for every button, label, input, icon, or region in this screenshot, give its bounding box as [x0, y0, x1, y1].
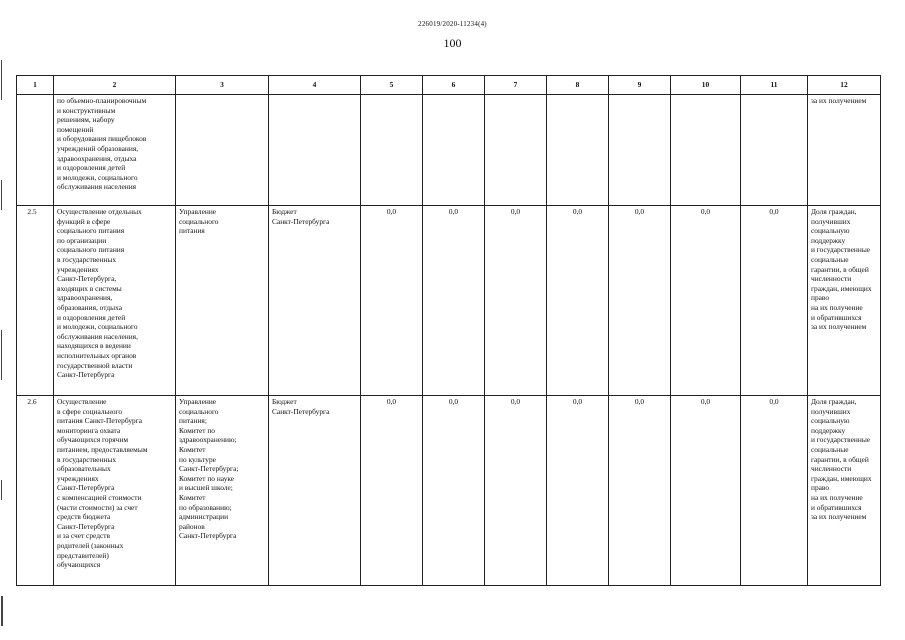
scan-edge — [0, 0, 3, 640]
value-cell — [547, 95, 609, 206]
responsible-executor — [176, 95, 269, 206]
value-cell: 0,0 — [671, 396, 741, 586]
page-number: 100 — [443, 36, 462, 50]
target-indicator: Доля граждан, получивших социальную поддержку и государственные социальные гарантии, в общей численности граждан, имеющих право на их получение и обратившихся за их получением — [808, 206, 881, 396]
column-header: 8 — [547, 76, 609, 95]
column-header: 11 — [741, 76, 808, 95]
table-row — [17, 95, 881, 206]
budget-table — [16, 75, 881, 586]
value-cell — [361, 95, 423, 206]
column-header: 10 — [671, 76, 741, 95]
column-header: 4 — [269, 76, 361, 95]
value-cell: 0,0 — [547, 206, 609, 396]
responsible-executor: Управление социального питания — [176, 206, 269, 396]
row-index: 2.5 — [17, 206, 54, 396]
value-cell: 0,0 — [423, 396, 485, 586]
target-indicator: Доля граждан, получивших социальную поддержку и государственные социальные гарантии, в общей численности граждан, имеющих право на их получение и обратившихся за их получением — [808, 396, 881, 586]
responsible-executor: Управление социального питания; Комитет по здравоохранению; Комитет по культуре Санкт-Петербурга; Комитет по науке и высшей школе; Комитет по образованию; администрации районов Санкт-Петербурга — [176, 396, 269, 586]
column-header: 3 — [176, 76, 269, 95]
value-cell: 0,0 — [485, 206, 547, 396]
value-cell: 0,0 — [609, 206, 671, 396]
document-id: 226019/2020-11234(4) — [418, 20, 487, 28]
activity-description: Осуществление отдельных функций в сфере социального питания по организации социального питания в государственных учреждениях Санкт-Петербурга, входящих в системы здравоохранения, образования, отдыха и оздоровления детей и молодежи, социального обслуживания населения, находящихся в ведении исполнительных органов государственной власти Санкт-Петербурга — [54, 206, 176, 396]
value-cell — [609, 95, 671, 206]
table-row — [17, 206, 881, 396]
value-cell — [671, 95, 741, 206]
value-cell: 0,0 — [361, 206, 423, 396]
column-header: 9 — [609, 76, 671, 95]
column-header: 7 — [485, 76, 547, 95]
activity-description: Осуществление в сфере социального питания Санкт-Петербурга мониторинга охвата обучающихся горячим питанием, предоставляемым в государственных образовательных учреждениях Санкт-Петербурга с компенсацией стоимости (части стоимости) за счет средств бюджета Санкт-Петербурга и за счет средств родителей (законных представителей) обучающихся — [54, 396, 176, 586]
column-header: 12 — [808, 76, 881, 95]
value-cell: 0,0 — [485, 396, 547, 586]
value-cell — [741, 95, 808, 206]
row-index — [17, 95, 54, 206]
table-header-row — [17, 76, 881, 95]
value-cell: 0,0 — [671, 206, 741, 396]
funding-source — [269, 95, 361, 206]
value-cell — [485, 95, 547, 206]
column-header: 5 — [361, 76, 423, 95]
value-cell: 0,0 — [609, 396, 671, 586]
activity-description: по объемно-планировочным и конструктивным решениям, набору помещений и оборудования пищеблоков учреждений образования, здравоохранения, отдыха и оздоровления детей и молодежи, социального обслуживания населения — [54, 95, 176, 206]
target-indicator: за их получением — [808, 95, 881, 206]
column-header: 2 — [54, 76, 176, 95]
funding-source: Бюджет Санкт-Петербурга — [269, 396, 361, 586]
value-cell: 0,0 — [741, 206, 808, 396]
value-cell — [423, 95, 485, 206]
value-cell: 0,0 — [361, 396, 423, 586]
value-cell: 0,0 — [423, 206, 485, 396]
column-header: 1 — [17, 76, 54, 95]
funding-source: Бюджет Санкт-Петербурга — [269, 206, 361, 396]
table-row — [17, 396, 881, 586]
value-cell: 0,0 — [741, 396, 808, 586]
row-index: 2.6 — [17, 396, 54, 586]
value-cell: 0,0 — [547, 396, 609, 586]
column-header: 6 — [423, 76, 485, 95]
